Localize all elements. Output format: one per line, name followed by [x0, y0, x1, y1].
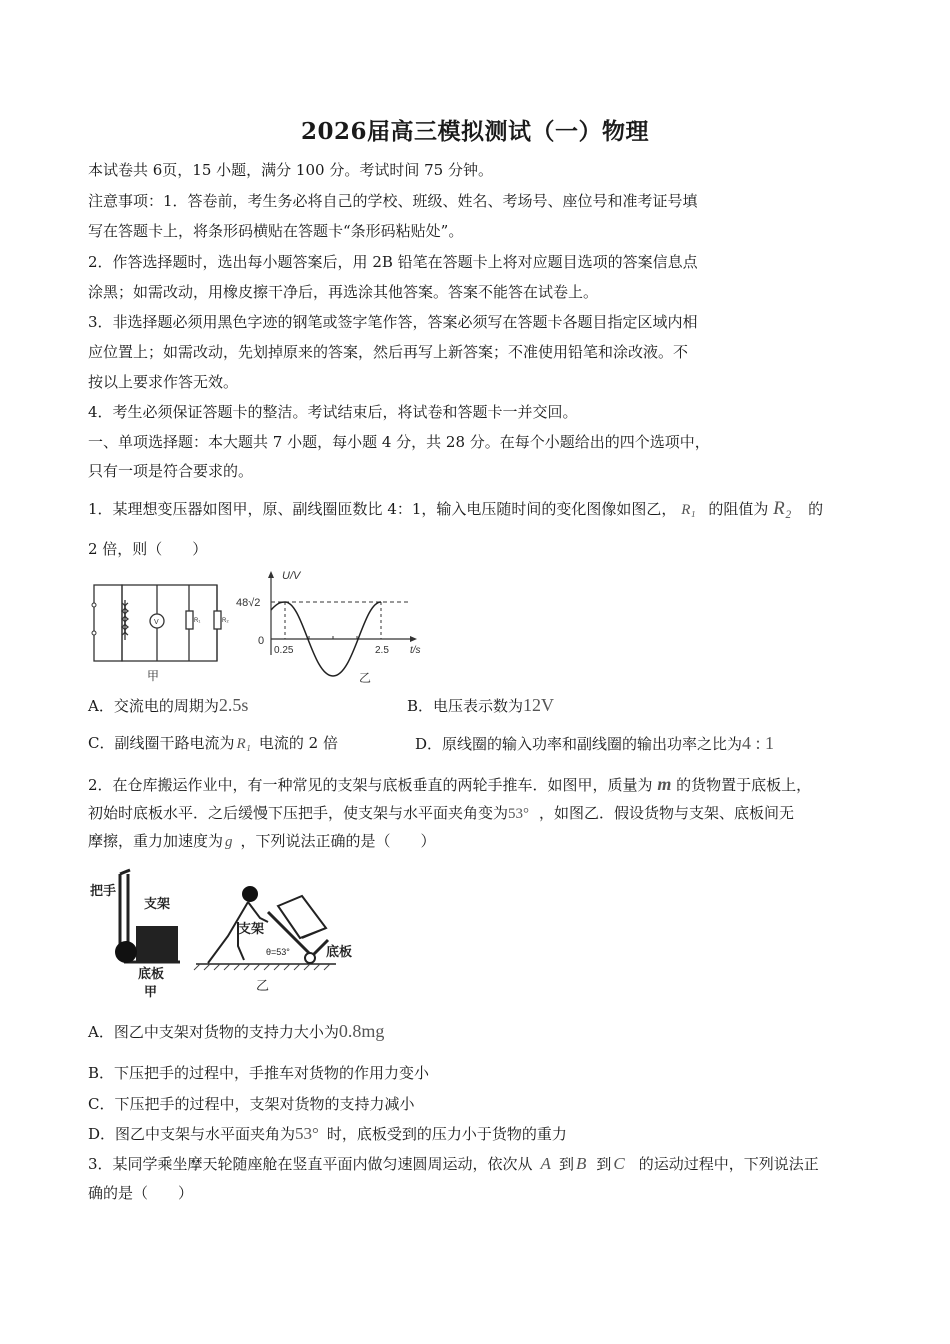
intro-line-1: 本试卷共 6页，15 小题，满分 100 分。考试时间 75 分钟。 — [88, 161, 493, 179]
q1-stem-c: 的 — [808, 500, 824, 518]
q2-option-a-text: A．图乙中支架对货物的支持力大小为 — [88, 1023, 339, 1041]
q3-point-a: A — [540, 1154, 551, 1173]
q2-option-d — [88, 1124, 567, 1144]
q3-stem-line-2: 确的是（ ） — [88, 1184, 194, 1202]
q2-option-c: C．下压把手的过程中，支架对货物的支持力减小 — [88, 1095, 415, 1113]
q1-option-c-text: C．副线圈干路电流为 — [88, 734, 235, 752]
tick-label-025: 0.25 — [274, 645, 294, 656]
q1-stem-b: 的阻值为 — [708, 500, 769, 518]
intro-line-8: 按以上要求作答无效。 — [88, 373, 239, 391]
peak-voltage-label: 48√2 — [236, 597, 261, 609]
r1-label: R₁ — [194, 618, 201, 624]
section-heading-line-1: 一、单项选择题：本大题共 7 小题，每小题 4 分，共 28 分。在每个小题给出的四个选项中， — [88, 433, 710, 451]
label-theta: θ=53° — [266, 947, 290, 957]
q3-stem-line-1 — [88, 1154, 819, 1174]
q2-option-d-text-2: 时，底板受到的压力小于货物的重力 — [326, 1125, 567, 1143]
axis-label-u: U/V — [282, 570, 301, 582]
intro-line-2: 注意事项：1．答卷前，考生务必将自己的学校、班级、姓名、考场号、座位号和准考证号填 — [88, 192, 698, 210]
q2-stem-line-3 — [88, 831, 436, 852]
q3-to-2: 到 — [596, 1155, 612, 1173]
r2-label: R₂ — [222, 618, 229, 624]
intro-line-9: 4．考生必须保证答题卡的整洁。考试结束后，将试卷和答题卡一并交回。 — [88, 403, 578, 421]
q2-stem-line-1 — [88, 774, 811, 795]
axis-label-t: t/s — [410, 645, 421, 656]
q1-option-b-text: B．电压表示数为 — [407, 697, 524, 715]
q2-angle-value: 53° — [508, 806, 530, 822]
q2-stem-line-2 — [88, 803, 794, 824]
q2-figure — [88, 860, 388, 1002]
figure-caption-yi: 乙 — [359, 671, 372, 685]
origin-label: 0 — [258, 635, 265, 647]
q2-stem-1a: 2．在仓库搬运作业中，有一种常见的支架与底板垂直的两轮手推车．如图甲，质量为 — [88, 776, 653, 794]
q2-option-a-value: 0.8mg — [338, 1021, 385, 1041]
q2-option-a — [88, 1021, 384, 1042]
q3-stem-1b: 的运动过程中，下列说法正 — [638, 1155, 819, 1173]
q2-option-d-text: D．图乙中支架与水平面夹角为 — [88, 1125, 296, 1143]
q1-r1-symbol: R₁ — [681, 502, 696, 518]
figure-caption-jia: 甲 — [147, 669, 160, 683]
q2-option-b: B．下压把手的过程中，手推车对货物的作用力变小 — [88, 1064, 430, 1082]
figure-caption-yi-2: 乙 — [256, 979, 270, 994]
q2-stem-3b: ，下列说法正确的是（ ） — [240, 832, 436, 850]
hand-truck-tilted-diagram — [194, 886, 336, 970]
q2-option-d-angle: 53° — [295, 1124, 319, 1143]
tick-label-25: 2.5 — [375, 645, 389, 656]
q1-stem-line-2: 2 倍，则（ ） — [88, 540, 208, 558]
q1-option-c-text-2: 电流的 2 倍 — [258, 734, 338, 752]
intro-line-5: 涂黑；如需改动，用橡皮擦干净后，再选涂其他答案。答案不能答在试卷上。 — [88, 283, 599, 301]
q1-option-b — [407, 695, 554, 716]
voltmeter-label: V — [154, 619, 159, 626]
label-zhijia-2: 支架 — [238, 922, 265, 937]
q2-mass-symbol: m — [657, 774, 672, 794]
q1-option-d-text: D．原线圈的输入功率和副线圈的输出功率之比为 — [415, 735, 743, 753]
q1-option-c-r1: R₁ — [236, 736, 251, 752]
q2-stem-3a: 摩擦，重力加速度为 — [88, 832, 224, 850]
voltage-time-graph — [268, 571, 417, 676]
intro-line-7: 应位置上；如需改动，先划掉原来的答案，然后再写上新答案；不准使用铅笔和涂改液。不 — [88, 343, 689, 361]
q1-option-d — [415, 733, 774, 754]
q3-point-c: C — [613, 1154, 625, 1173]
q1-option-d-value: 4 : 1 — [742, 733, 775, 753]
q1-option-a-value: 2.5s — [218, 695, 249, 715]
q2-stem-2a: 初始时底板水平．之后缓慢下压把手，使支架与水平面夹角变为 — [88, 804, 509, 822]
intro-line-3: 写在答题卡上，将条形码横贴在答题卡“条形码粘贴处”。 — [88, 222, 464, 240]
intro-line-4: 2．作答选择题时，选出每小题答案后，用 2B 铅笔在答题卡上将对应题目选项的答案信息点 — [88, 253, 698, 271]
label-diban-2: 底板 — [326, 945, 353, 960]
intro-line-6: 3．非选择题必须用黑色字迹的钢笔或签字笔作答，答案必须写在答题卡各题目指定区域内相 — [88, 313, 698, 331]
figure-caption-jia-2: 甲 — [144, 985, 158, 1000]
label-diban: 底板 — [138, 967, 165, 982]
q3-point-b: B — [575, 1154, 587, 1173]
label-bashou: 把手 — [90, 884, 117, 899]
q2-stem-1b: 的货物置于底板上， — [676, 776, 812, 794]
q1-option-b-value: 12V — [523, 695, 555, 715]
q1-figure — [88, 565, 428, 687]
q1-stem-line-1 — [88, 499, 823, 520]
q3-stem-1a: 3．某同学乘坐摩天轮随座舱在竖直平面内做匀速圆周运动，依次从 — [88, 1155, 533, 1173]
page-title: 2026届高三模拟测试（一）物理 — [300, 118, 649, 145]
q2-g-symbol: g — [225, 834, 233, 850]
q2-stem-2b: ，如图乙．假设货物与支架、底板间无 — [539, 804, 795, 822]
q3-to-1: 到 — [558, 1155, 574, 1173]
q1-r2-symbol: R₂ — [773, 498, 792, 519]
q1-option-a — [88, 695, 248, 716]
q1-option-a-text: A．交流电的周期为 — [88, 697, 219, 715]
label-zhijia: 支架 — [144, 897, 171, 912]
section-heading-line-2: 只有一项是符合要求的。 — [88, 462, 254, 480]
q1-stem-a: 1．某理想变压器如图甲，原、副线圈匝数比 4：1，输入电压随时间的变化图像如图乙， — [88, 500, 677, 518]
q1-option-c — [88, 733, 338, 754]
hand-truck-upright-diagram — [115, 870, 180, 963]
